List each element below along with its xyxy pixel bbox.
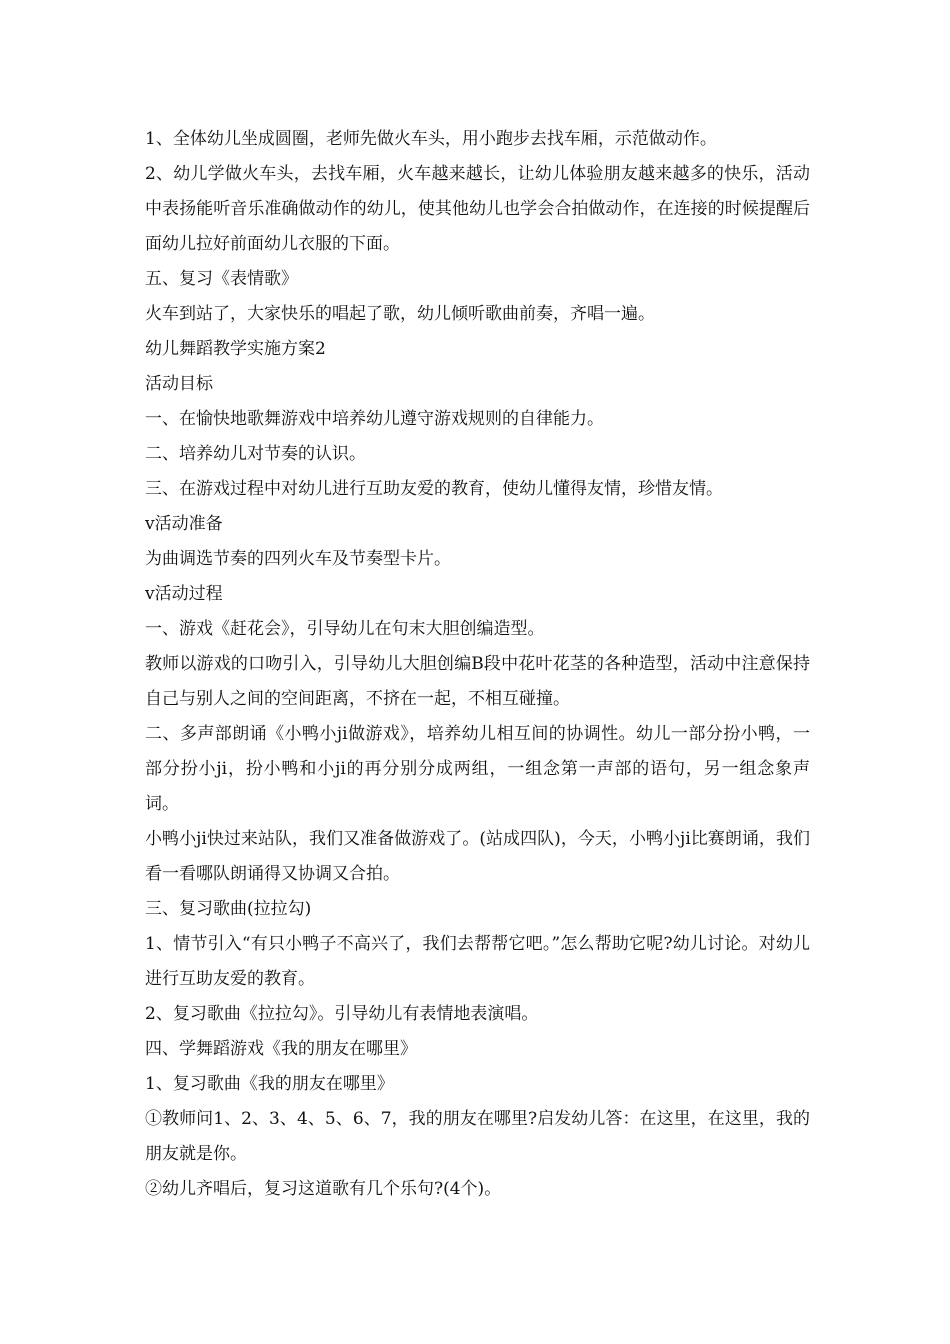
section-heading: v活动准备: [145, 514, 223, 534]
paragraph-6: 小鸭小ji快过来站队，我们又准备做游戏了。(站成四队)，今天，小鸭小ji比赛朗诵，我们看一看哪队朗诵得又协调又合拍。: [145, 829, 810, 884]
paragraph-1: 1、全体幼儿坐成圆圈，老师先做火车头，用小跑步去找车厢，示范做动作。: [145, 129, 717, 149]
list-item: 三、复习歌曲(拉拉勾): [145, 899, 312, 919]
list-item: ①教师问1、2、3、4、5、6、7，我的朋友在哪里?启发幼儿答：在这里，在这里，我的朋友就是你。: [145, 1109, 810, 1164]
list-item: 1、情节引入“有只小鸭子不高兴了，我们去帮帮它吧。”怎么帮助它呢?幼儿讨论。对幼儿进行互助友爱的教育。: [145, 934, 810, 989]
paragraph-3: 火车到站了，大家快乐的唱起了歌，幼儿倾听歌曲前奏，齐唱一遍。: [145, 304, 655, 324]
list-item: 四、学舞蹈游戏《我的朋友在哪里》: [145, 1039, 417, 1059]
section-heading: 五、复习《表情歌》: [145, 269, 298, 289]
list-item: 二、培养幼儿对节奏的认识。: [145, 444, 366, 464]
list-item: ②幼儿齐唱后，复习这道歌有几个乐句?(4个)。: [145, 1179, 502, 1199]
paragraph-4: 为曲调选节奏的四列火车及节奏型卡片。: [145, 549, 451, 569]
plan-title: 幼儿舞蹈教学实施方案2: [145, 339, 326, 359]
list-item: 2、复习歌曲《拉拉勾》。引导幼儿有表情地表演唱。: [145, 1004, 539, 1024]
list-item: 二、多声部朗诵《小鸭小ji做游戏》，培养幼儿相互间的协调性。幼儿一部分扮小鸭，一部分扮小ji，扮小鸭和小ji的再分别分成两组，一组念第一声部的语句，另一组念象声词。: [145, 724, 810, 814]
section-heading: v活动过程: [145, 584, 223, 604]
paragraph-5: 教师以游戏的口吻引入，引导幼儿大胆创编B段中花叶花茎的各种造型，活动中注意保持自己与别人之间的空间距离，不挤在一起，不相互碰撞。: [145, 654, 810, 709]
document-body: [145, 122, 810, 1207]
list-item: 一、在愉快地歌舞游戏中培养幼儿遵守游戏规则的自律能力。: [145, 409, 604, 429]
section-heading: 活动目标: [145, 374, 213, 394]
paragraph-2: 2、幼儿学做火车头，去找车厢，火车越来越长，让幼儿体验朋友越来越多的快乐，活动中表扬能听音乐准确做动作的幼儿，使其他幼儿也学会合拍做动作，在连接的时候提醒后面幼儿拉好前面幼儿衣服的下面。: [145, 164, 810, 254]
list-item: 三、在游戏过程中对幼儿进行互助友爱的教育，使幼儿懂得友情，珍惜友情。: [145, 479, 723, 499]
list-item: 1、复习歌曲《我的朋友在哪里》: [145, 1074, 394, 1094]
list-item: 一、游戏《赶花会》，引导幼儿在句末大胆创编造型。: [145, 619, 545, 639]
